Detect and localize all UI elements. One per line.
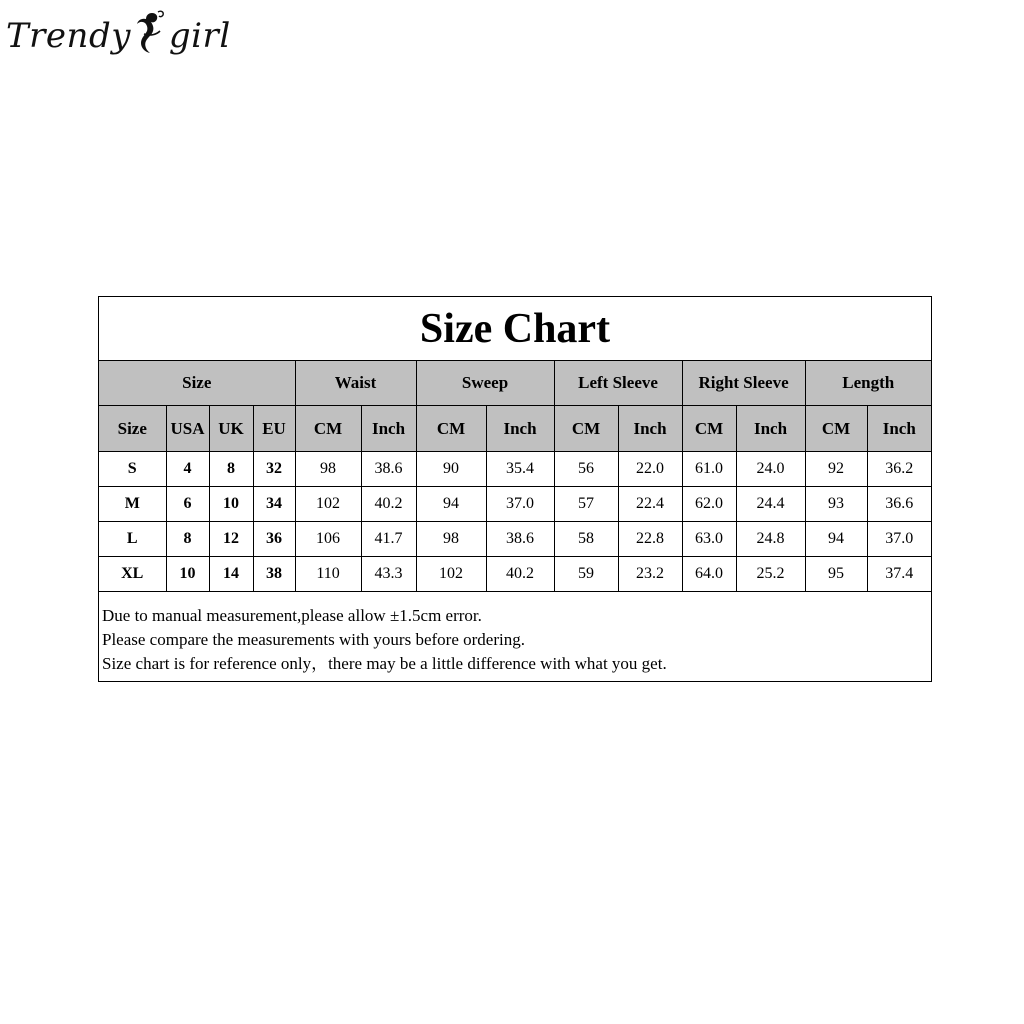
sub-header-row: [99, 406, 931, 452]
sub-header-cell: EU: [253, 406, 295, 452]
table-cell: 94: [416, 487, 486, 522]
sub-header-cell: Inch: [867, 406, 931, 452]
table-cell: 24.8: [736, 522, 805, 557]
table-cell: 32: [253, 452, 295, 487]
group-header-left-sleeve: Left Sleeve: [554, 361, 682, 406]
table-cell: 98: [416, 522, 486, 557]
sub-header-cell: CM: [416, 406, 486, 452]
table-cell: 94: [805, 522, 867, 557]
table-cell: 40.2: [486, 557, 554, 592]
table-cell: 38.6: [361, 452, 416, 487]
size-table: [99, 361, 931, 592]
group-header-row: [99, 361, 931, 406]
table-cell: 6: [166, 487, 209, 522]
table-cell: 93: [805, 487, 867, 522]
table-cell: 102: [295, 487, 361, 522]
table-row: [99, 522, 931, 557]
brand-name-part1: Trendy: [6, 16, 131, 56]
table-cell: 59: [554, 557, 618, 592]
table-cell: 22.4: [618, 487, 682, 522]
table-cell: 102: [416, 557, 486, 592]
note-line: Please compare the measurements with yours before ordering.: [102, 630, 525, 649]
brand-logo: [6, 8, 231, 64]
table-cell: 90: [416, 452, 486, 487]
table-row: [99, 452, 931, 487]
notes: [99, 592, 931, 676]
table-cell: 43.3: [361, 557, 416, 592]
group-header-length: Length: [805, 361, 931, 406]
table-cell: 37.0: [867, 522, 931, 557]
note-line: Due to manual measurement,please allow ±1.5cm error.: [102, 606, 482, 625]
group-header-waist: Waist: [295, 361, 416, 406]
table-cell: 24.4: [736, 487, 805, 522]
table-cell: 95: [805, 557, 867, 592]
table-cell: 8: [166, 522, 209, 557]
table-cell: 61.0: [682, 452, 736, 487]
chart-title: Size Chart: [99, 297, 931, 361]
brand-name-part2: girl: [168, 16, 231, 56]
sub-header-cell: USA: [166, 406, 209, 452]
table-cell: 8: [209, 452, 253, 487]
sub-header-cell: Inch: [736, 406, 805, 452]
table-cell: 14: [209, 557, 253, 592]
table-cell: XL: [99, 557, 166, 592]
sub-header-cell: CM: [682, 406, 736, 452]
sub-header-cell: CM: [295, 406, 361, 452]
size-chart: [98, 296, 932, 682]
table-cell: 56: [554, 452, 618, 487]
table-body: [99, 452, 931, 592]
table-cell: 92: [805, 452, 867, 487]
table-cell: 110: [295, 557, 361, 592]
table-cell: 10: [209, 487, 253, 522]
table-cell: 37.4: [867, 557, 931, 592]
table-cell: S: [99, 452, 166, 487]
group-header-right-sleeve: Right Sleeve: [682, 361, 805, 406]
table-cell: 37.0: [486, 487, 554, 522]
table-cell: 24.0: [736, 452, 805, 487]
table-cell: 58: [554, 522, 618, 557]
table-cell: 12: [209, 522, 253, 557]
table-cell: 22.0: [618, 452, 682, 487]
table-cell: 63.0: [682, 522, 736, 557]
table-cell: 22.8: [618, 522, 682, 557]
group-header-size: Size: [99, 361, 295, 406]
sub-header-cell: CM: [805, 406, 867, 452]
woman-silhouette-icon: [132, 10, 168, 62]
sub-header-cell: Inch: [361, 406, 416, 452]
table-row: [99, 557, 931, 592]
table-cell: 35.4: [486, 452, 554, 487]
table-cell: 36: [253, 522, 295, 557]
table-cell: 34: [253, 487, 295, 522]
table-cell: 38: [253, 557, 295, 592]
table-cell: L: [99, 522, 166, 557]
sub-header-cell: Size: [99, 406, 166, 452]
note-line: Size chart is for reference only，there may be a little difference with what you get.: [102, 654, 667, 673]
table-cell: 106: [295, 522, 361, 557]
table-cell: 36.6: [867, 487, 931, 522]
table-cell: 98: [295, 452, 361, 487]
table-cell: 40.2: [361, 487, 416, 522]
table-cell: 36.2: [867, 452, 931, 487]
table-cell: 57: [554, 487, 618, 522]
table-cell: 41.7: [361, 522, 416, 557]
table-cell: M: [99, 487, 166, 522]
group-header-sweep: Sweep: [416, 361, 554, 406]
table-cell: 23.2: [618, 557, 682, 592]
table-cell: 10: [166, 557, 209, 592]
sub-header-cell: Inch: [618, 406, 682, 452]
table-cell: 4: [166, 452, 209, 487]
sub-header-cell: CM: [554, 406, 618, 452]
sub-header-cell: UK: [209, 406, 253, 452]
table-row: [99, 487, 931, 522]
sub-header-cell: Inch: [486, 406, 554, 452]
table-cell: 64.0: [682, 557, 736, 592]
table-cell: 38.6: [486, 522, 554, 557]
table-cell: 25.2: [736, 557, 805, 592]
table-cell: 62.0: [682, 487, 736, 522]
